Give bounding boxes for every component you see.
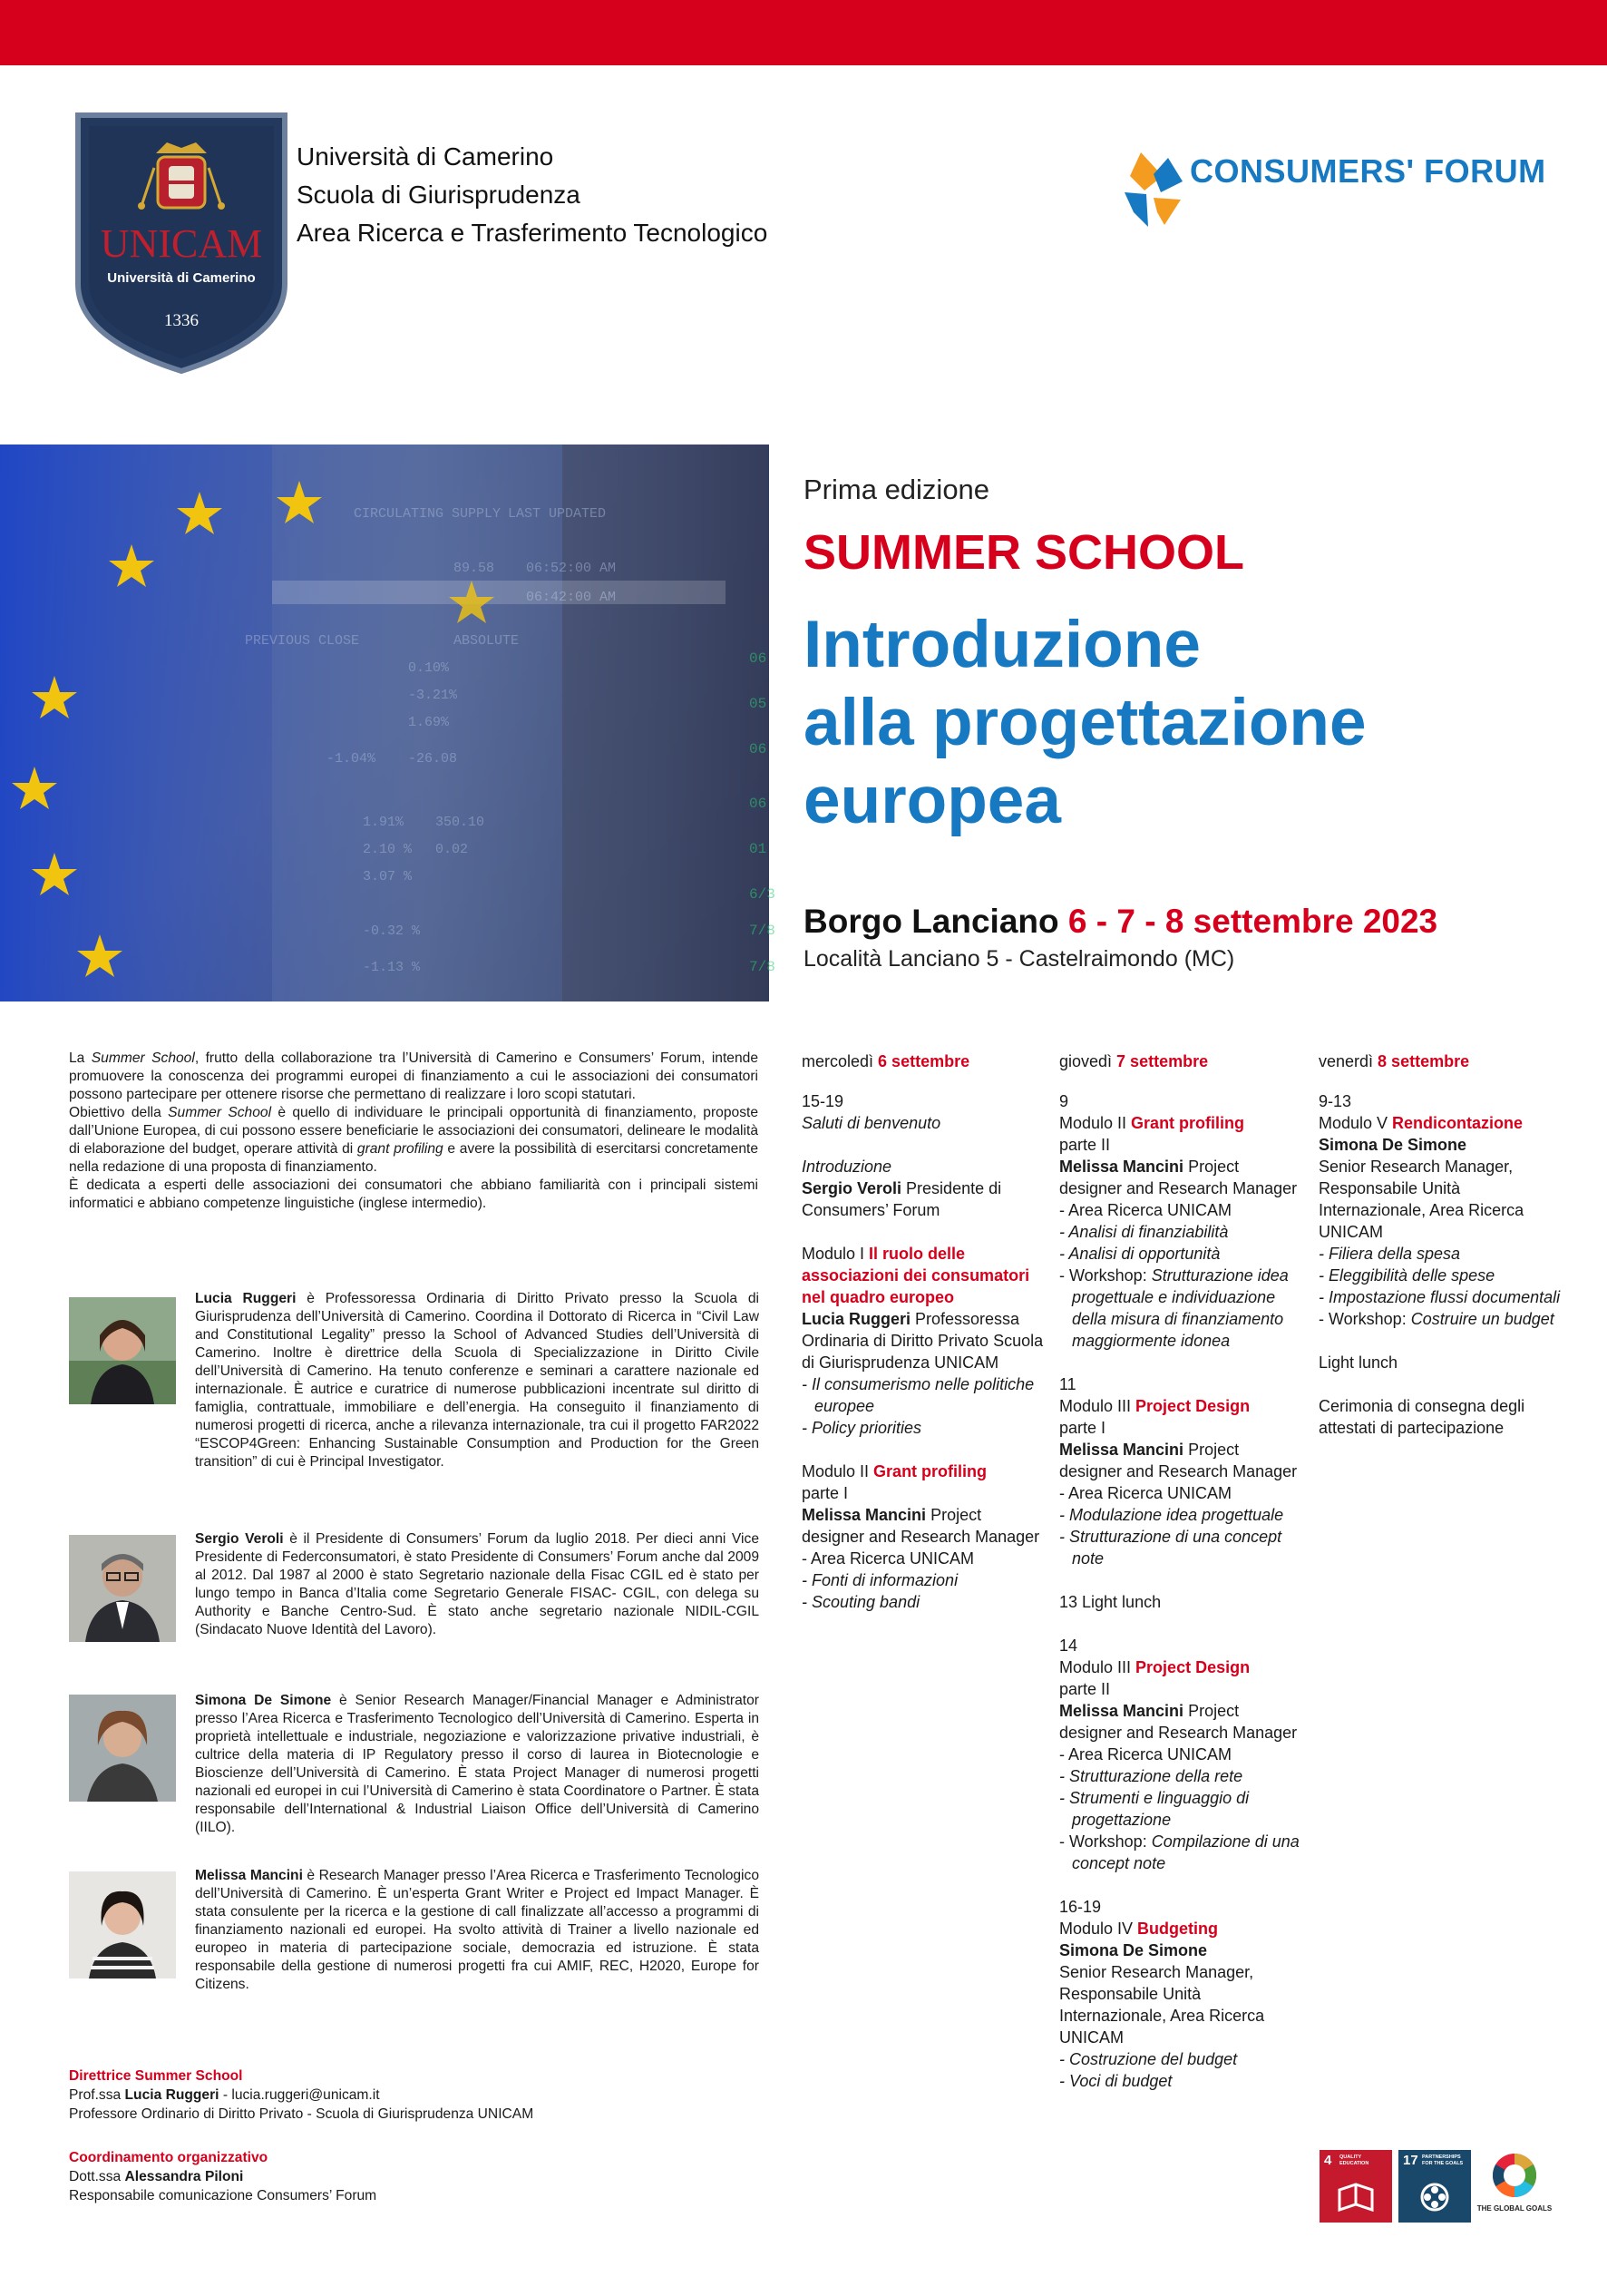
- sdg-4-number: 4: [1324, 2153, 1332, 2168]
- module-label: Modulo I: [802, 1245, 870, 1263]
- speaker-name: Melissa Mancini: [802, 1506, 927, 1524]
- direction-block: [69, 2066, 722, 2124]
- module-title: Budgeting: [1137, 1920, 1219, 1938]
- simona-de-simone-photo: [69, 1695, 176, 1802]
- svg-text:06:42:00 AM: 06:42:00 AM: [526, 590, 617, 605]
- day-3-header: [1319, 1050, 1563, 1072]
- coordination-name: Alessandra Piloni: [124, 2169, 244, 2184]
- svg-text:-26.08: -26.08: [408, 751, 458, 767]
- svg-text:06: 06: [749, 650, 767, 667]
- module-heading: [802, 1461, 1047, 1482]
- sdg-4-label: QUALITY EDUCATION: [1339, 2154, 1369, 2166]
- global-goals-label: THE GLOBAL GOALS: [1476, 2204, 1553, 2213]
- sdg-4-quality-education-icon: [1320, 2150, 1392, 2223]
- speaker-line: [1059, 1156, 1304, 1221]
- university-lines: [297, 138, 767, 252]
- day-2-header: [1059, 1050, 1304, 1072]
- topic-item: - Strutturazione della rete: [1059, 1767, 1243, 1785]
- speaker-name: Melissa Mancini: [1059, 1441, 1184, 1459]
- direction-email[interactable]: - lucia.ruggeri@unicam.it: [219, 2087, 380, 2103]
- bio-melissa-mancini: [195, 1867, 759, 1994]
- topic-prefix: - Workshop:: [1059, 1832, 1152, 1851]
- main-title: [804, 606, 1602, 840]
- topic-item: - Il consumerismo nelle politiche europee: [802, 1375, 1035, 1415]
- sdg-17-partnerships-icon: [1398, 2150, 1471, 2223]
- coordination-title: Coordinamento organizzativo: [69, 2150, 268, 2165]
- topic-item: - Costruzione del budget: [1059, 2050, 1238, 2068]
- intro-paragraph-2: [69, 1104, 758, 1177]
- topic-item: - Analisi di finanziabilità: [1059, 1223, 1229, 1241]
- svg-text:-0.32 %: -0.32 %: [363, 923, 421, 939]
- intro-paragraph-3: È dedicata a esperti delle associazioni dei consumatori che abbiano familiarità con i principali sistemi informatici e abbiano competenze linguistiche (inglese intermedio).: [69, 1177, 758, 1211]
- day-2-lunch: 13 Light lunch: [1059, 1593, 1162, 1611]
- speaker-role: Project designer and Research Manager - Area Ricerca UNICAM: [802, 1506, 1040, 1568]
- day-2-weekday: giovedì: [1059, 1052, 1117, 1070]
- topic-prefix: - Workshop:: [1059, 1266, 1152, 1285]
- global-goals-wheel-icon: [1478, 2150, 1551, 2204]
- svg-text:UNICAM: UNICAM: [100, 221, 263, 266]
- module-heading: [802, 1243, 1047, 1308]
- department-name: Area Ricerca e Trasferimento Tecnologico: [297, 219, 768, 247]
- sergio-veroli-photo: [69, 1535, 176, 1642]
- module-label: Modulo IV: [1059, 1920, 1138, 1938]
- module-heading: [1059, 1918, 1304, 1939]
- svg-text:PREVIOUS CLOSE: PREVIOUS CLOSE: [245, 633, 360, 649]
- main-title-line-2: alla progettazione: [804, 686, 1367, 759]
- bio-text: è Research Manager presso l’Area Ricerca e Trasferimento Tecnologico dell’Università di Camerino. È un’esperta Grant Writer e Project ed Impact Manager. È stata consulente per la ricerca e la gestione di call finalizzate all’accesso a programmi di finanziamento nazionali ed europei. Ha svolto attività di Trainer a livello nazionale ed europeo in materia di partecipazione sociale, democrazia ed istruzione. È stata responsabile della gestione di numerosi progetti fra cui AMIF, REC, H2020, Europe for Citizens.: [195, 1868, 759, 1992]
- main-title-line-3: europea: [804, 764, 1061, 837]
- module-title: Il ruolo delle associazioni dei consumatori nel quadro europeo: [802, 1245, 1030, 1306]
- svg-text:01: 01: [749, 841, 767, 857]
- svg-text:1.91%: 1.91%: [363, 815, 404, 830]
- svg-text:1336: 1336: [164, 311, 199, 330]
- module-title: Project Design: [1135, 1397, 1251, 1415]
- speaker-line: [802, 1177, 1047, 1221]
- topic-item: - Modulazione idea progettuale: [1059, 1506, 1284, 1524]
- top-red-bar: [0, 0, 1607, 65]
- topic-item: - Fonti di informazioni: [802, 1571, 959, 1589]
- direction-role: Professore Ordinario di Diritto Privato - Scuola di Giurisprudenza UNICAM: [69, 2106, 534, 2122]
- day-2-module-4: [1059, 1896, 1304, 2092]
- svg-text:1.69%: 1.69%: [408, 715, 450, 730]
- intro-p1c: , frutto della collaborazione tra l’Università di Camerino e Consumers’ Forum, intende promuovere la conoscenza dei programmi europei di finanziamento a cui le associazioni dei consumatori possono partecipare per ottenere risorse che permettano di realizzare i loro scopi statutari.: [69, 1050, 758, 1102]
- module-part: parte II: [1059, 1136, 1111, 1154]
- sdg-17-label: PARTNERSHIPS FOR THE GOALS: [1422, 2154, 1464, 2166]
- svg-text:Università di Camerino: Università di Camerino: [107, 270, 256, 286]
- topic-item: - Scouting bandi: [802, 1593, 920, 1611]
- day-1-welcome: [802, 1090, 1047, 1134]
- venue-dates: [804, 903, 1437, 941]
- topic-item: - Impostazione flussi documentali: [1319, 1288, 1561, 1306]
- topic-text: Strutturazione idea progettuale e individuazione della misura di finanziamento maggiormente idonea: [1072, 1266, 1289, 1350]
- speaker-name: Melissa Mancini: [1059, 1158, 1184, 1176]
- module-part: parte I: [1059, 1419, 1106, 1437]
- topic-text: Compilazione di una concept note: [1072, 1832, 1300, 1872]
- direction-title: Direttrice Summer School: [69, 2068, 243, 2084]
- time-label: 16-19: [1059, 1898, 1102, 1916]
- sdg-17-number: 17: [1403, 2153, 1418, 2168]
- module-part: parte II: [1059, 1680, 1111, 1698]
- time-label: 9-13: [1319, 1092, 1352, 1110]
- intro-text: [69, 1050, 758, 1213]
- topic-item: - Policy priorities: [802, 1419, 922, 1437]
- speaker-role: Presidente di Consumers’ Forum: [802, 1179, 1002, 1219]
- direction-prefix: Prof.ssa: [69, 2087, 125, 2103]
- svg-text:7/8: 7/8: [749, 959, 775, 975]
- speaker-name: Melissa Mancini: [1059, 1702, 1184, 1720]
- speaker-role: Project designer and Research Manager - Area Ricerca UNICAM: [1059, 1441, 1298, 1502]
- speaker-role: Senior Research Manager, Responsabile Unità Internazionale, Area Ricerca UNICAM: [1319, 1158, 1524, 1241]
- bio-name: Simona De Simone: [195, 1693, 332, 1708]
- speaker-role: Senior Research Manager, Responsabile Unità Internazionale, Area Ricerca UNICAM: [1059, 1963, 1265, 2047]
- coordination-prefix: Dott.ssa: [69, 2169, 125, 2184]
- school-name: Scuola di Giurisprudenza: [297, 181, 580, 209]
- speaker-line: [1059, 1700, 1304, 1765]
- speaker-line: [1059, 1939, 1304, 1961]
- speaker-name: Simona De Simone: [1319, 1136, 1467, 1154]
- day-1-module-2: [802, 1461, 1047, 1613]
- direction-name: Lucia Ruggeri: [124, 2087, 219, 2103]
- consumers-forum-logo-text: CONSUMERS' FORUM: [1190, 152, 1546, 190]
- day-2-date: 7 settembre: [1116, 1052, 1209, 1070]
- svg-text:0.02: 0.02: [435, 842, 469, 857]
- day-2-module-2-part-2: [1059, 1090, 1304, 1352]
- intro-p2e: e avere la possibilità di esercitarsi concretamente nella redazione di una proposta di finanziamento.: [69, 1141, 759, 1175]
- bio-name: Lucia Ruggeri: [195, 1291, 297, 1306]
- venue-address: Località Lanciano 5 - Castelraimondo (MC): [804, 946, 1235, 972]
- speaker-role: Project designer and Research Manager - Area Ricerca UNICAM: [1059, 1702, 1298, 1764]
- speaker-name: Lucia Ruggeri: [802, 1310, 911, 1328]
- day-1-date: 6 settembre: [878, 1052, 970, 1070]
- melissa-mancini-photo: [69, 1871, 176, 1978]
- time-label: 15-19: [802, 1092, 844, 1110]
- svg-text:7/8: 7/8: [749, 923, 775, 939]
- speaker-line: [1319, 1134, 1563, 1156]
- module-part: parte I: [802, 1484, 849, 1502]
- svg-text:ABSOLUTE: ABSOLUTE: [453, 633, 520, 649]
- svg-text:-1.04%: -1.04%: [326, 751, 376, 767]
- svg-text:05: 05: [749, 696, 767, 712]
- schedule-day-3: [1319, 1050, 1563, 1461]
- topic-item: [1319, 1308, 1563, 1330]
- module-heading: [1319, 1112, 1563, 1134]
- time-label: 11: [1059, 1375, 1076, 1393]
- session-title: Saluti di benvenuto: [802, 1114, 941, 1132]
- bio-lucia-ruggeri: [195, 1290, 759, 1471]
- schedule-day-2: [1059, 1050, 1304, 2114]
- topic-item: - Strumenti e linguaggio di progettazione: [1059, 1789, 1250, 1829]
- svg-text:LAST UPDATED: LAST UPDATED: [508, 506, 607, 522]
- bio-name: Sergio Veroli: [195, 1531, 284, 1547]
- topic-item: - Filiera della spesa: [1319, 1245, 1461, 1263]
- speaker-name: Sergio Veroli: [802, 1179, 902, 1197]
- module-label: Modulo II: [802, 1462, 874, 1480]
- svg-text:-1.13 %: -1.13 %: [363, 960, 421, 975]
- topic-item: - Strutturazione di una concept note: [1059, 1528, 1282, 1568]
- svg-text:06:52:00 AM: 06:52:00 AM: [526, 561, 617, 576]
- topic-text: Costruire un budget: [1410, 1310, 1554, 1328]
- svg-text:6/3: 6/3: [749, 886, 775, 903]
- svg-text:350.10: 350.10: [435, 815, 485, 830]
- svg-text:06: 06: [749, 741, 767, 757]
- bio-text: è il Presidente di Consumers’ Forum da luglio 2018. Per dieci anni Vice Presidente di Federconsumatori, è stato Presidente di Consumers’ Forum anche dal 2009 al 2012. Dal 1987 al 2000 è stato Segretario nazionale della Fisac CGIL ed è stato per lungo tempo in Banca d’Italia come Segretario Generale FISAC- CGIL, con delega su Authority e Banche Centro-Sud. È stato anche segretario nazionale NIDIL-CGIL (Sindacato Nuove Identità del Lavoro).: [195, 1531, 759, 1637]
- day-3-date: 8 settembre: [1378, 1052, 1470, 1070]
- module-title: Project Design: [1135, 1658, 1251, 1676]
- intro-p2c: è quello di individuare le principali opportunità di finanziamento, proposte dall’Unione Europea, di cui possono essere beneficiarie le associazioni dei consumatori, delineare le modalità di elaborazione del budget, operare attività di: [69, 1105, 758, 1157]
- svg-text:-3.21%: -3.21%: [408, 688, 458, 703]
- venue-name: Borgo Lanciano: [804, 903, 1059, 940]
- module-heading: [1059, 1112, 1304, 1134]
- day-3-closing-ceremony: Cerimonia di consegna degli attestati di partecipazione: [1319, 1397, 1525, 1437]
- topic-item: - Eleggibilità delle spese: [1319, 1266, 1495, 1285]
- module-title: Grant profiling: [873, 1462, 988, 1480]
- topic-item: - Voci di budget: [1059, 2072, 1173, 2090]
- topic-item: [1059, 1265, 1304, 1352]
- speaker-role: Professoressa Ordinaria di Diritto Privato Scuola di Giurisprudenza UNICAM: [802, 1310, 1044, 1372]
- bio-text: è Professoressa Ordinaria di Diritto Privato presso la Scuola di Giurisprudenza dell’Università di Camerino. Coordina il Dottorato di Ricerca in “Civil Law and Constitutional Legality” presso la School of Advanced Studies dell’Università di Camerino. Inoltre è direttrice della Scuola di Specializzazione in Diritto Civile dell’Università di Camerino. Ha tenuto conferenze e seminari a carattere nazionale ed internazionale. È autrice e curatrice di numerose pubblicazioni incentrate sul diritto di famiglia, contrattuale, immobiliare e dell’energia. Ha conseguito il finanziamento di numerosi progetti di ricerca, anche a rilevanza internazionale, tra cui il progetto FAR2022 “ESCOP4Green: Enhancing Sustainable Consumption and Production for the Green transition” di cui è Principal Investigator.: [195, 1291, 759, 1470]
- main-title-line-1: Introduzione: [804, 608, 1201, 681]
- module-heading: [1059, 1656, 1304, 1678]
- bio-name: Melissa Mancini: [195, 1868, 303, 1883]
- svg-text:06: 06: [749, 796, 767, 812]
- global-goals-logos: [1320, 2150, 1575, 2228]
- intro-p2b: Summer School: [168, 1105, 272, 1120]
- intro-p1b: Summer School: [91, 1050, 195, 1066]
- event-dates: 6 - 7 - 8 settembre 2023: [1067, 903, 1438, 940]
- day-1-module-1: [802, 1243, 1047, 1439]
- consumers-forum-logo-mark: [1121, 149, 1188, 230]
- svg-text:0.10%: 0.10%: [408, 660, 450, 676]
- intro-p2d: grant profiling: [356, 1141, 443, 1157]
- speaker-role: Project designer and Research Manager - Area Ricerca UNICAM: [1059, 1158, 1298, 1219]
- topic-prefix: - Workshop:: [1319, 1310, 1411, 1328]
- hero-image-eu-finance: [0, 445, 775, 1001]
- day-1-header: [802, 1050, 1047, 1072]
- coordination-block: [69, 2148, 722, 2205]
- bio-sergio-veroli: [195, 1530, 759, 1639]
- session-label: Introduzione: [802, 1158, 892, 1176]
- schedule-day-1: [802, 1050, 1047, 1635]
- day-3-weekday: venerdì: [1319, 1052, 1378, 1070]
- direction-contact: [69, 2086, 722, 2105]
- speaker-line: [1059, 1439, 1304, 1504]
- bio-simona-de-simone: [195, 1692, 759, 1837]
- module-label: Modulo III: [1059, 1658, 1136, 1676]
- intro-p1a: La: [69, 1050, 92, 1066]
- module-heading: [1059, 1395, 1304, 1417]
- lucia-ruggeri-photo: [69, 1297, 176, 1404]
- time-label: 9: [1059, 1092, 1069, 1110]
- svg-text:3.07 %: 3.07 %: [363, 869, 413, 884]
- module-label: Modulo III: [1059, 1397, 1136, 1415]
- day-1-introduction: [802, 1156, 1047, 1221]
- university-name: Università di Camerino: [297, 142, 554, 171]
- speaker-name: Simona De Simone: [1059, 1941, 1208, 1959]
- topic-item: [1059, 1831, 1304, 1874]
- day-2-module-3-part-1: [1059, 1373, 1304, 1569]
- unicam-shield-logo: [73, 112, 290, 375]
- time-label: 14: [1059, 1637, 1078, 1655]
- day-3-lunch: Light lunch: [1319, 1353, 1398, 1372]
- intro-paragraph-1: [69, 1050, 758, 1104]
- svg-text:89.58: 89.58: [453, 561, 495, 576]
- module-label: Modulo II: [1059, 1114, 1132, 1132]
- speaker-line: [802, 1504, 1047, 1569]
- day-1-weekday: mercoledì: [802, 1052, 879, 1070]
- edition-label: Prima edizione: [804, 474, 990, 505]
- topic-item: - Analisi di opportunità: [1059, 1245, 1221, 1263]
- bio-text: è Senior Research Manager/Financial Manager e Administrator presso l’Area Ricerca e Trasferimento Tecnologico dell’Università di Camerino. Esperta in proprietà intellettuale e industriale, negoziazione e valorizzazione privative industriali, è cultrice della materia di IP Regulatory presso il corso di laurea in Biotecnologie e Bioscienze dell’Università di Camerino. È stata Project Manager di numerosi progetti nazionali ed europei in cui l’Università di Camerino è stata Coordinatore o Partner. È stata responsabile dell’International & Industrial Liaison Office dell’Università di Camerino (IILO).: [195, 1693, 759, 1835]
- svg-text:CIRCULATING SUPPLY: CIRCULATING SUPPLY: [354, 506, 502, 522]
- svg-text:2.10 %: 2.10 %: [363, 842, 413, 857]
- intro-p2a: Obiettivo della: [69, 1105, 169, 1120]
- day-2-module-3-part-2: [1059, 1635, 1304, 1874]
- module-label: Modulo V: [1319, 1114, 1393, 1132]
- speaker-line: [802, 1308, 1047, 1373]
- summer-school-title: SUMMER SCHOOL: [804, 525, 1244, 580]
- module-title: Grant profiling: [1131, 1114, 1245, 1132]
- day-3-module-5: [1319, 1090, 1563, 1330]
- coordination-role: Responsabile comunicazione Consumers’ Forum: [69, 2188, 377, 2203]
- coordination-contact: [69, 2167, 722, 2186]
- module-title: Rendicontazione: [1392, 1114, 1524, 1132]
